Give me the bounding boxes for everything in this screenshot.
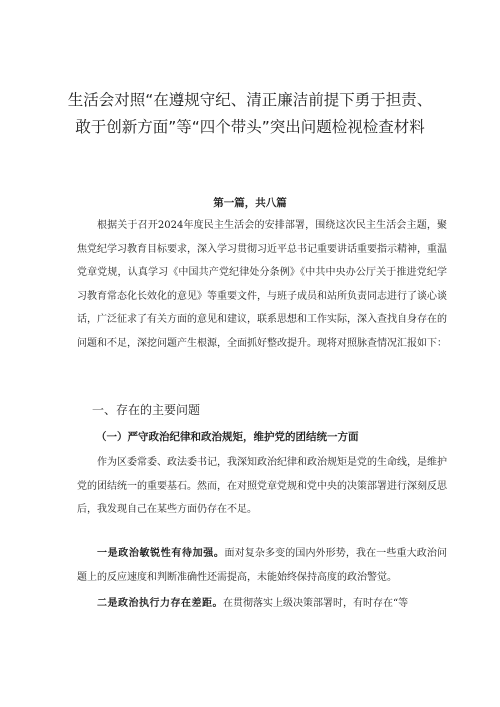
point-body-1: 面对复杂多变的国内外形势，我在一些重大政治问题上的反应速度和判断准确性还需提高，未能始终保持高度的政治警觉。 (77, 548, 448, 583)
section-heading: 一、存在的主要问题 (92, 403, 201, 417)
document-subtitle: 第一篇，共八篇 (213, 197, 287, 209)
point-paragraph-1 (77, 542, 447, 589)
point-lead-2: 二是政治执行力存在差距。 (97, 598, 223, 609)
document-title: 生活会对照“在遵规守纪、清正廉洁前提下勇于担责、敢于创新方面”等“四个带头”突出问题检视检查材料 (67, 91, 433, 136)
point-paragraph-2 (77, 592, 447, 652)
intro-paragraph: 根据关于召开2024年度民主生活会的安排部署，围绕这次民主生活会主题，聚焦党纪学习教育目标要求，深入学习贯彻习近平总书记重要讲话重要指示精神，重温党章党规，认真学习《中国共产党纪律处分条例》《中共中央办公厅关于推进党纪学习教育常态化长效化的意见》等重要文件，与班子成员和站所负责同志进行了谈心谈话，广泛征求了有关方面的意见和建议，联系思想和工作实际，深入查找自身存在的问题和不足，深挖问题产生根源，全面抓好整改提升。现将对照脉查情况汇报如下： (77, 220, 447, 349)
body-paragraph: 作为区委常委、政法委书记，我深知政治纪律和政治规矩是党的生命线，是维护党的团结统一的重要基石。然而，在对照党章党规和党中央的决策部署进行深刻反思后，我发现自己在某些方面仍存在不足。 (77, 457, 447, 516)
subsection-heading: （一）严守政治纪律和政治规矩，维护党的团结统一方面 (96, 431, 359, 443)
point-lead-1: 一是政治敏锐性有待加强。 (97, 548, 225, 559)
point-body-2: 在贯彻落实上级决策部署时，有时存在“等 (223, 598, 409, 609)
